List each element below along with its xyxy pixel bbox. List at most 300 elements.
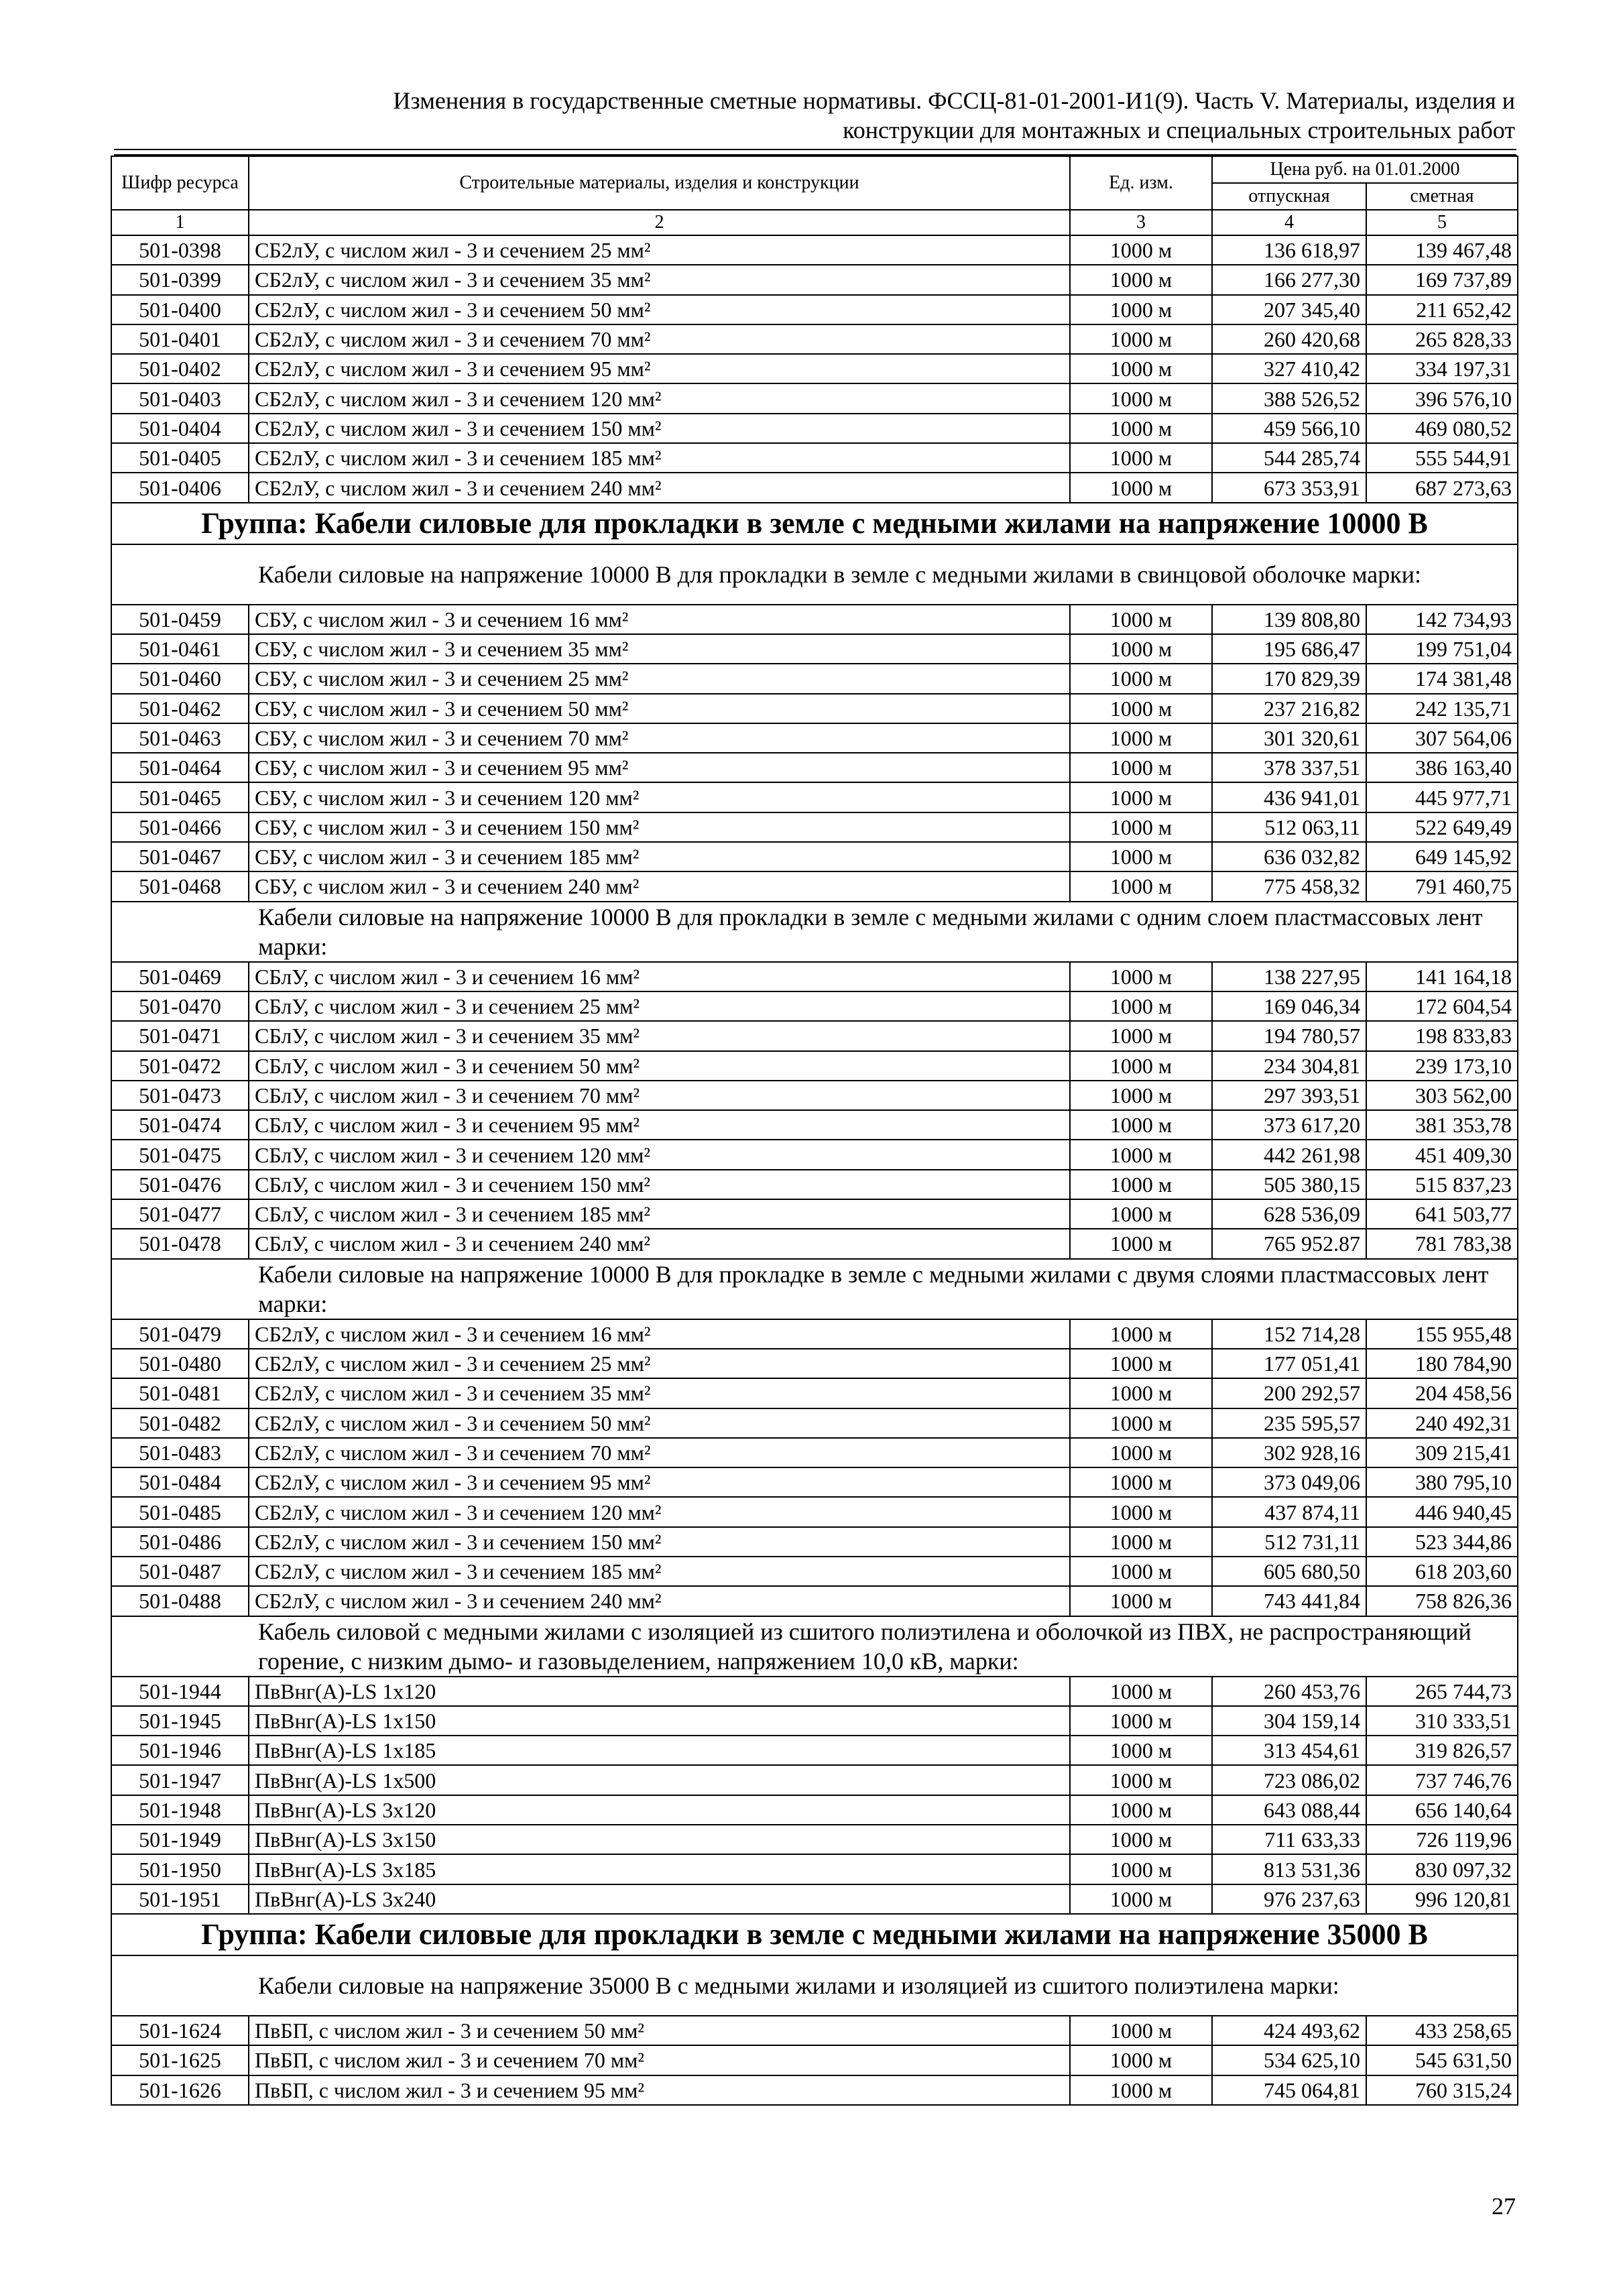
material-name: СБ2лУ, с числом жил - 3 и сечением 185 мм²: [249, 1557, 1070, 1586]
table-row: [111, 871, 1518, 901]
material-name: СБ2лУ, с числом жил - 3 и сечением 50 мм²: [249, 295, 1070, 324]
unit-cell: 1000 м: [1070, 1825, 1212, 1854]
table-row: [111, 383, 1518, 413]
resource-code: 501-1946: [111, 1736, 249, 1765]
release-price: 534 625,10: [1212, 2045, 1366, 2075]
resource-code: 501-0477: [111, 1199, 249, 1229]
release-price: 459 566,10: [1212, 414, 1366, 443]
material-name: СБУ, с числом жил - 3 и сечением 25 мм²: [249, 664, 1070, 693]
release-price: 813 531,36: [1212, 1854, 1366, 1884]
estimate-price: 310 333,51: [1366, 1706, 1518, 1736]
estimate-price: 265 744,73: [1366, 1677, 1518, 1706]
release-price: 136 618,97: [1212, 235, 1366, 265]
table-row: [111, 991, 1518, 1021]
unit-cell: 1000 м: [1070, 1736, 1212, 1765]
resource-code: 501-0466: [111, 812, 249, 842]
unit-cell: 1000 м: [1070, 605, 1212, 634]
estimate-price: 142 734,93: [1366, 605, 1518, 634]
unit-cell: 1000 м: [1070, 1199, 1212, 1229]
material-name: СБ2лУ, с числом жил - 3 и сечением 240 мм²: [249, 473, 1070, 502]
unit-cell: 1000 м: [1070, 443, 1212, 473]
resource-code: 501-0468: [111, 871, 249, 901]
table-row: [111, 1586, 1518, 1616]
resource-code: 501-0474: [111, 1110, 249, 1140]
release-price: 775 458,32: [1212, 871, 1366, 901]
estimate-price: 172 604,54: [1366, 991, 1518, 1021]
release-price: 436 941,01: [1212, 782, 1366, 812]
unit-cell: 1000 м: [1070, 354, 1212, 383]
release-price: 304 159,14: [1212, 1706, 1366, 1736]
estimate-price: 726 119,96: [1366, 1825, 1518, 1854]
resource-code: 501-0467: [111, 842, 249, 871]
release-price: 313 454,61: [1212, 1736, 1366, 1765]
unit-cell: 1000 м: [1070, 753, 1212, 782]
material-name: ПвВнг(А)-LS 1x185: [249, 1736, 1070, 1765]
estimate-price: 240 492,31: [1366, 1408, 1518, 1438]
unit-cell: 1000 м: [1070, 1706, 1212, 1736]
estimate-price: 141 164,18: [1366, 962, 1518, 991]
estimate-price: 386 163,40: [1366, 753, 1518, 782]
resource-code: 501-0485: [111, 1497, 249, 1526]
release-price: 195 686,47: [1212, 634, 1366, 664]
estimate-price: 155 955,48: [1366, 1319, 1518, 1349]
resource-code: 501-0464: [111, 753, 249, 782]
header-rule: [114, 149, 1516, 156]
column-header-name: Строительные материалы, изделия и конструкции: [249, 156, 1070, 210]
subgroup-heading: Кабели силовые на напряжение 35000 В с медными жилами и изоляцией из сшитого полиэтилена марки:: [249, 1955, 1518, 2016]
resource-code: 501-0481: [111, 1378, 249, 1408]
resource-code: 501-0479: [111, 1319, 249, 1349]
resource-code: 501-0405: [111, 443, 249, 473]
resource-code: 501-1625: [111, 2045, 249, 2075]
release-price: 235 595,57: [1212, 1408, 1366, 1438]
estimate-price: 522 649,49: [1366, 812, 1518, 842]
resource-code: 501-0478: [111, 1229, 249, 1258]
release-price: 765 952.87: [1212, 1229, 1366, 1258]
table-row: [111, 1110, 1518, 1140]
release-price: 512 731,11: [1212, 1527, 1366, 1557]
release-price: 673 353,91: [1212, 473, 1366, 502]
material-name: СБУ, с числом жил - 3 и сечением 50 мм²: [249, 694, 1070, 723]
unit-cell: 1000 м: [1070, 1021, 1212, 1050]
material-name: СБУ, с числом жил - 3 и сечением 120 мм²: [249, 782, 1070, 812]
material-name: СБ2лУ, с числом жил - 3 и сечением 240 мм²: [249, 1586, 1070, 1616]
material-name: СБУ, с числом жил - 3 и сечением 16 мм²: [249, 605, 1070, 634]
estimate-price: 211 652,42: [1366, 295, 1518, 324]
material-name: ПвБП, с числом жил - 3 и сечением 70 мм²: [249, 2045, 1070, 2075]
material-name: СБУ, с числом жил - 3 и сечением 185 мм²: [249, 842, 1070, 871]
unit-cell: 1000 м: [1070, 634, 1212, 664]
estimate-price: 469 080,52: [1366, 414, 1518, 443]
table-row: [111, 1706, 1518, 1736]
table-row: [111, 1497, 1518, 1526]
material-name: СБУ, с числом жил - 3 и сечением 35 мм²: [249, 634, 1070, 664]
table-row: [111, 753, 1518, 782]
unit-cell: 1000 м: [1070, 871, 1212, 901]
release-price: 437 874,11: [1212, 1497, 1366, 1526]
release-price: 373 049,06: [1212, 1467, 1366, 1497]
subgroup-heading-row: [111, 902, 1518, 962]
table-row: [111, 1408, 1518, 1438]
material-name: СБлУ, с числом жил - 3 и сечением 150 мм²: [249, 1170, 1070, 1199]
unit-cell: 1000 м: [1070, 473, 1212, 502]
material-name: ПвВнг(А)-LS 1x120: [249, 1677, 1070, 1706]
subgroup-spacer: [111, 544, 249, 605]
subgroup-heading-row: [111, 544, 1518, 605]
column-number: 4: [1212, 210, 1366, 235]
material-name: ПвВнг(А)-LS 3x185: [249, 1854, 1070, 1884]
estimate-price: 242 135,71: [1366, 694, 1518, 723]
table-row: [111, 1199, 1518, 1229]
release-price: 194 780,57: [1212, 1021, 1366, 1050]
unit-cell: 1000 м: [1070, 1497, 1212, 1526]
estimate-price: 139 467,48: [1366, 235, 1518, 265]
unit-cell: 1000 м: [1070, 2075, 1212, 2105]
estimate-price: 334 197,31: [1366, 354, 1518, 383]
material-name: СБ2лУ, с числом жил - 3 и сечением 35 мм²: [249, 265, 1070, 294]
subgroup-heading-row: [111, 1616, 1518, 1677]
release-price: 424 493,62: [1212, 2016, 1366, 2045]
table-row: [111, 694, 1518, 723]
release-price: 636 032,82: [1212, 842, 1366, 871]
estimate-price: 641 503,77: [1366, 1199, 1518, 1229]
group-heading: Группа: Кабели силовые для прокладки в земле с медными жилами на напряжение 10000 В: [111, 503, 1518, 544]
estimate-price: 265 828,33: [1366, 324, 1518, 354]
estimate-price: 446 940,45: [1366, 1497, 1518, 1526]
resource-code: 501-0487: [111, 1557, 249, 1586]
table-row: [111, 1736, 1518, 1765]
column-header-code: Шифр ресурса: [111, 156, 249, 210]
resource-code: 501-0471: [111, 1021, 249, 1050]
table-row: [111, 235, 1518, 265]
resource-code: 501-1944: [111, 1677, 249, 1706]
unit-cell: 1000 м: [1070, 1586, 1212, 1616]
material-name: СБлУ, с числом жил - 3 и сечением 35 мм²: [249, 1021, 1070, 1050]
release-price: 297 393,51: [1212, 1081, 1366, 1110]
group-heading: Группа: Кабели силовые для прокладки в земле с медными жилами на напряжение 35000 В: [111, 1914, 1518, 1955]
release-price: 976 237,63: [1212, 1884, 1366, 1914]
release-price: 373 617,20: [1212, 1110, 1366, 1140]
unit-cell: 1000 м: [1070, 1438, 1212, 1467]
release-price: 745 064,81: [1212, 2075, 1366, 2105]
column-number: 2: [249, 210, 1070, 235]
subgroup-heading-row: [111, 1955, 1518, 2016]
table-row: [111, 664, 1518, 693]
release-price: 512 063,11: [1212, 812, 1366, 842]
release-price: 743 441,84: [1212, 1586, 1366, 1616]
table-row: [111, 2016, 1518, 2045]
material-name: СБлУ, с числом жил - 3 и сечением 25 мм²: [249, 991, 1070, 1021]
resource-code: 501-0480: [111, 1349, 249, 1378]
resource-code: 501-0404: [111, 414, 249, 443]
material-name: ПвВнг(А)-LS 3x120: [249, 1795, 1070, 1825]
material-name: СБлУ, с числом жил - 3 и сечением 95 мм²: [249, 1110, 1070, 1140]
material-name: ПвВнг(А)-LS 3x150: [249, 1825, 1070, 1854]
unit-cell: 1000 м: [1070, 1319, 1212, 1349]
resource-code: 501-0406: [111, 473, 249, 502]
material-name: СБ2лУ, с числом жил - 3 и сечением 35 мм²: [249, 1378, 1070, 1408]
resource-code: 501-0399: [111, 265, 249, 294]
resource-code: 501-0482: [111, 1408, 249, 1438]
table-row: [111, 1825, 1518, 1854]
resource-code: 501-0470: [111, 991, 249, 1021]
release-price: 378 337,51: [1212, 753, 1366, 782]
release-price: 442 261,98: [1212, 1140, 1366, 1169]
release-price: 711 633,33: [1212, 1825, 1366, 1854]
material-name: СБ2лУ, с числом жил - 3 и сечением 70 мм²: [249, 324, 1070, 354]
table-row: [111, 723, 1518, 753]
release-price: 605 680,50: [1212, 1557, 1366, 1586]
table-row: [111, 634, 1518, 664]
resource-code: 501-0403: [111, 383, 249, 413]
table-row: [111, 1081, 1518, 1110]
estimate-price: 649 145,92: [1366, 842, 1518, 871]
release-price: 152 714,28: [1212, 1319, 1366, 1349]
table-row: [111, 443, 1518, 473]
subgroup-heading: Кабели силовые на напряжение 10000 В для прокладки в земле с медными жилами в свинцовой оболочке марки:: [249, 544, 1518, 605]
column-header-unit: Ед. изм.: [1070, 156, 1212, 210]
estimate-price: 169 737,89: [1366, 265, 1518, 294]
unit-cell: 1000 м: [1070, 1467, 1212, 1497]
subgroup-heading-row: [111, 1259, 1518, 1319]
table-row: [111, 962, 1518, 991]
estimate-price: 515 837,23: [1366, 1170, 1518, 1199]
estimate-price: 381 353,78: [1366, 1110, 1518, 1140]
table-row: [111, 1765, 1518, 1795]
table-row: [111, 1378, 1518, 1408]
unit-cell: 1000 м: [1070, 1557, 1212, 1586]
estimate-price: 687 273,63: [1366, 473, 1518, 502]
material-name: СБУ, с числом жил - 3 и сечением 150 мм²: [249, 812, 1070, 842]
release-price: 643 088,44: [1212, 1795, 1366, 1825]
material-name: ПвБП, с числом жил - 3 и сечением 95 мм²: [249, 2075, 1070, 2105]
release-price: 234 304,81: [1212, 1051, 1366, 1081]
resource-code: 501-0469: [111, 962, 249, 991]
estimate-price: 618 203,60: [1366, 1557, 1518, 1586]
material-name: СБлУ, с числом жил - 3 и сечением 185 мм²: [249, 1199, 1070, 1229]
estimate-price: 239 173,10: [1366, 1051, 1518, 1081]
group-heading-row: [111, 1914, 1518, 1955]
material-name: СБлУ, с числом жил - 3 и сечением 70 мм²: [249, 1081, 1070, 1110]
estimate-price: 180 784,90: [1366, 1349, 1518, 1378]
release-price: 169 046,34: [1212, 991, 1366, 1021]
table-row: [111, 1527, 1518, 1557]
estimate-price: 380 795,10: [1366, 1467, 1518, 1497]
unit-cell: 1000 м: [1070, 1408, 1212, 1438]
estimate-price: 451 409,30: [1366, 1140, 1518, 1169]
release-price: 237 216,82: [1212, 694, 1366, 723]
release-price: 260 453,76: [1212, 1677, 1366, 1706]
table-row: [111, 1795, 1518, 1825]
material-name: СБУ, с числом жил - 3 и сечением 240 мм²: [249, 871, 1070, 901]
table-row: [111, 1021, 1518, 1050]
unit-cell: 1000 м: [1070, 1051, 1212, 1081]
resource-code: 501-1948: [111, 1795, 249, 1825]
table-row: [111, 1170, 1518, 1199]
price-table: [111, 156, 1518, 2106]
release-price: 723 086,02: [1212, 1765, 1366, 1795]
material-name: СБлУ, с числом жил - 3 и сечением 120 мм²: [249, 1140, 1070, 1169]
estimate-price: 781 783,38: [1366, 1229, 1518, 1258]
estimate-price: 996 120,81: [1366, 1884, 1518, 1914]
table-row: [111, 1349, 1518, 1378]
resource-code: 501-0463: [111, 723, 249, 753]
resource-code: 501-0473: [111, 1081, 249, 1110]
page-header: [114, 86, 1515, 145]
resource-code: 501-1626: [111, 2075, 249, 2105]
estimate-price: 174 381,48: [1366, 664, 1518, 693]
table-row: [111, 473, 1518, 502]
unit-cell: 1000 м: [1070, 1140, 1212, 1169]
unit-cell: 1000 м: [1070, 723, 1212, 753]
resource-code: 501-0484: [111, 1467, 249, 1497]
release-price: 505 380,15: [1212, 1170, 1366, 1199]
subgroup-heading: Кабели силовые на напряжение 10000 В для прокладки в земле с медными жилами с одним слоем пластмассовых лент марки:: [249, 902, 1518, 962]
page-header-line2: конструкции для монтажных и специальных строительных работ: [843, 117, 1515, 143]
table-row: [111, 1677, 1518, 1706]
table-row: [111, 812, 1518, 842]
release-price: 301 320,61: [1212, 723, 1366, 753]
column-number: 3: [1070, 210, 1212, 235]
subgroup-heading: Кабель силовой с медными жилами с изоляцией из сшитого полиэтилена и оболочкой из ПВХ, не распространяющий горение, с низким дымо- и газовыделением, напряжением 10,0 кВ, марки:: [249, 1616, 1518, 1677]
material-name: СБ2лУ, с числом жил - 3 и сечением 50 мм²: [249, 1408, 1070, 1438]
material-name: СБ2лУ, с числом жил - 3 и сечением 120 мм²: [249, 1497, 1070, 1526]
table-body: [111, 235, 1518, 2105]
table-row: [111, 354, 1518, 383]
material-name: ПвВнг(А)-LS 3x240: [249, 1884, 1070, 1914]
page-number: 27: [1492, 2193, 1516, 2220]
page-header-line1: Изменения в государственные сметные нормативы. ФССЦ-81-01-2001-И1(9). Часть V. Материалы, изделия и: [393, 87, 1515, 114]
resource-code: 501-0486: [111, 1527, 249, 1557]
estimate-price: 445 977,71: [1366, 782, 1518, 812]
table-row: [111, 782, 1518, 812]
table-row: [111, 1319, 1518, 1349]
column-number: 5: [1366, 210, 1518, 235]
material-name: ПвВнг(А)-LS 1x150: [249, 1706, 1070, 1736]
material-name: СБлУ, с числом жил - 3 и сечением 240 мм²: [249, 1229, 1070, 1258]
material-name: СБ2лУ, с числом жил - 3 и сечением 95 мм²: [249, 1467, 1070, 1497]
resource-code: 501-0488: [111, 1586, 249, 1616]
release-price: 139 808,80: [1212, 605, 1366, 634]
estimate-price: 204 458,56: [1366, 1378, 1518, 1408]
estimate-price: 433 258,65: [1366, 2016, 1518, 2045]
estimate-price: 309 215,41: [1366, 1438, 1518, 1467]
unit-cell: 1000 м: [1070, 1170, 1212, 1199]
unit-cell: 1000 м: [1070, 414, 1212, 443]
material-name: СБ2лУ, с числом жил - 3 и сечением 25 мм²: [249, 235, 1070, 265]
estimate-price: 791 460,75: [1366, 871, 1518, 901]
unit-cell: 1000 м: [1070, 842, 1212, 871]
resource-code: 501-0461: [111, 634, 249, 664]
unit-cell: 1000 м: [1070, 1854, 1212, 1884]
column-number: 1: [111, 210, 249, 235]
table-row: [111, 2075, 1518, 2105]
resource-code: 501-0483: [111, 1438, 249, 1467]
table-row: [111, 1438, 1518, 1467]
unit-cell: 1000 м: [1070, 235, 1212, 265]
resource-code: 501-0462: [111, 694, 249, 723]
material-name: СБ2лУ, с числом жил - 3 и сечением 95 мм²: [249, 354, 1070, 383]
release-price: 170 829,39: [1212, 664, 1366, 693]
table-row: [111, 1557, 1518, 1586]
estimate-price: 760 315,24: [1366, 2075, 1518, 2105]
subgroup-heading: Кабели силовые на напряжение 10000 В для прокладке в земле с медными жилами с двумя слоями пластмассовых лент марки:: [249, 1259, 1518, 1319]
estimate-price: 198 833,83: [1366, 1021, 1518, 1050]
unit-cell: 1000 м: [1070, 1229, 1212, 1258]
unit-cell: 1000 м: [1070, 383, 1212, 413]
resource-code: 501-1945: [111, 1706, 249, 1736]
unit-cell: 1000 м: [1070, 295, 1212, 324]
table-row: [111, 2045, 1518, 2075]
resource-code: 501-0398: [111, 235, 249, 265]
resource-code: 501-0459: [111, 605, 249, 634]
subgroup-spacer: [111, 1259, 249, 1319]
resource-code: 501-1951: [111, 1884, 249, 1914]
material-name: СБлУ, с числом жил - 3 и сечением 16 мм²: [249, 962, 1070, 991]
unit-cell: 1000 м: [1070, 1378, 1212, 1408]
unit-cell: 1000 м: [1070, 991, 1212, 1021]
release-price: 260 420,68: [1212, 324, 1366, 354]
release-price: 166 277,30: [1212, 265, 1366, 294]
unit-cell: 1000 м: [1070, 265, 1212, 294]
resource-code: 501-1949: [111, 1825, 249, 1854]
estimate-price: 396 576,10: [1366, 383, 1518, 413]
table-row: [111, 324, 1518, 354]
unit-cell: 1000 м: [1070, 1884, 1212, 1914]
unit-cell: 1000 м: [1070, 1081, 1212, 1110]
resource-code: 501-0475: [111, 1140, 249, 1169]
material-name: СБ2лУ, с числом жил - 3 и сечением 25 мм²: [249, 1349, 1070, 1378]
resource-code: 501-0476: [111, 1170, 249, 1199]
release-price: 207 345,40: [1212, 295, 1366, 324]
table-row: [111, 1051, 1518, 1081]
unit-cell: 1000 м: [1070, 324, 1212, 354]
unit-cell: 1000 м: [1070, 1795, 1212, 1825]
release-price: 138 227,95: [1212, 962, 1366, 991]
unit-cell: 1000 м: [1070, 1765, 1212, 1795]
estimate-price: 319 826,57: [1366, 1736, 1518, 1765]
unit-cell: 1000 м: [1070, 812, 1212, 842]
subgroup-spacer: [111, 1616, 249, 1677]
table-row: [111, 1229, 1518, 1258]
table-row: [111, 1467, 1518, 1497]
release-price: 200 292,57: [1212, 1378, 1366, 1408]
material-name: ПвБП, с числом жил - 3 и сечением 50 мм²: [249, 2016, 1070, 2045]
unit-cell: 1000 м: [1070, 1527, 1212, 1557]
estimate-price: 199 751,04: [1366, 634, 1518, 664]
material-name: СБ2лУ, с числом жил - 3 и сечением 185 мм²: [249, 443, 1070, 473]
column-header-price: Цена руб. на 01.01.2000: [1212, 156, 1518, 183]
table-row: [111, 842, 1518, 871]
table-row: [111, 605, 1518, 634]
resource-code: 501-0472: [111, 1051, 249, 1081]
table-row: [111, 414, 1518, 443]
group-heading-row: [111, 503, 1518, 544]
release-price: 302 928,16: [1212, 1438, 1366, 1467]
table-header: [111, 156, 1518, 235]
resource-code: 501-1947: [111, 1765, 249, 1795]
estimate-price: 830 097,32: [1366, 1854, 1518, 1884]
resource-code: 501-0400: [111, 295, 249, 324]
release-price: 628 536,09: [1212, 1199, 1366, 1229]
unit-cell: 1000 м: [1070, 1110, 1212, 1140]
release-price: 327 410,42: [1212, 354, 1366, 383]
table-row: [111, 265, 1518, 294]
material-name: СБ2лУ, с числом жил - 3 и сечением 70 мм²: [249, 1438, 1070, 1467]
estimate-price: 555 544,91: [1366, 443, 1518, 473]
material-name: СБУ, с числом жил - 3 и сечением 70 мм²: [249, 723, 1070, 753]
material-name: СБ2лУ, с числом жил - 3 и сечением 16 мм²: [249, 1319, 1070, 1349]
